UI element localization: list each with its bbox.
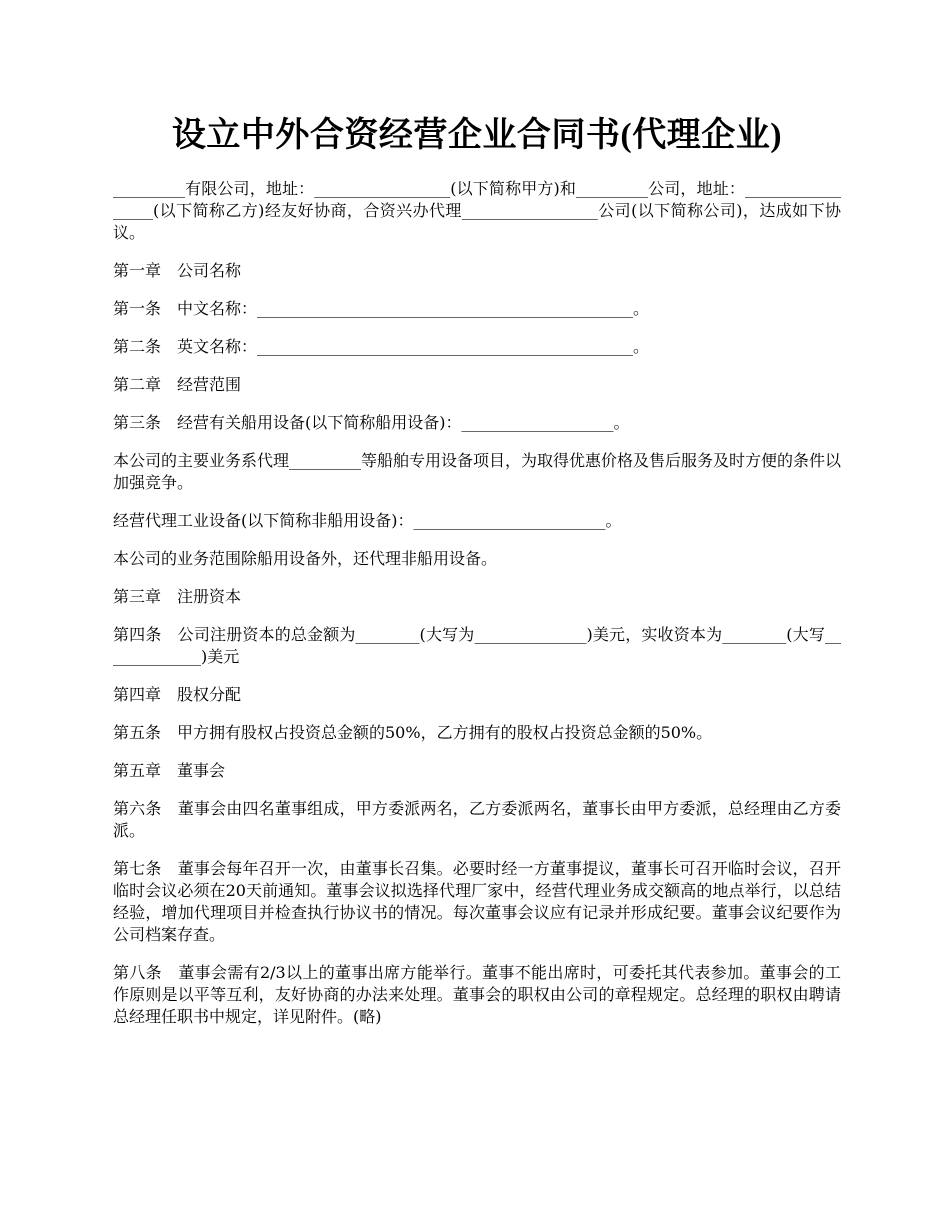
- article-6: 第六条 董事会由四名董事组成，甲方委派两名，乙方委派两名，董事长由甲方委派，总经理由乙方委派。: [113, 799, 841, 840]
- chapter-4-heading: 第四章 股权分配: [113, 685, 242, 704]
- document-page: [113, 108, 841, 1044]
- article-7: 第七条 董事会每年召开一次，由董事长召集。必要时经一方董事提议，董事长可召开临时会议，召开临时会议必须在20天前通知。董事会议拟选择代理厂家中，经营代理业务成交额高的地点举行，以总结经验，增加代理项目并检查执行协议书的情况。每次董事会议应有记录并形成纪要。董事会议纪要作为公司档案存查。: [113, 859, 841, 944]
- chapter-3-heading: 第三章 注册资本: [113, 587, 242, 606]
- chapter-5-heading: 第五章 董事会: [113, 761, 226, 780]
- article-8: 第八条 董事会需有2/3以上的董事出席方能举行。董事不能出席时，可委托其代表参加。董事会的工作原则是以平等互利，友好协商的办法来处理。董事会的职权由公司的章程规定。总经理的职权由聘请总经理任职书中规定，详见附件。(略): [113, 963, 841, 1026]
- scope-note-paragraph: 本公司的业务范围除船用设备外，还代理非船用设备。: [113, 549, 498, 568]
- article-4: 第四条 公司注册资本的总金额为________(大写为______________)美元，实收资本为________(大写_____________)美元: [113, 625, 841, 666]
- document-title: 设立中外合资经营企业合同书(代理企业): [171, 117, 783, 154]
- chapter-2-heading: 第二章 经营范围: [113, 375, 242, 394]
- chapter-1-heading: 第一章 公司名称: [113, 261, 242, 280]
- non-marine-equipment-paragraph: 经营代理工业设备(以下简称非船用设备)：________________________。: [113, 511, 622, 530]
- article-1: 第一条 中文名称：_______________________________________________。: [113, 299, 650, 318]
- article-2: 第二条 英文名称：_______________________________________________。: [113, 337, 650, 356]
- business-scope-paragraph: 本公司的主要业务系代理_________等船舶专用设备项目，为取得优惠价格及售后服务及时方便的条件以加强竞争。: [113, 451, 842, 492]
- article-5: 第五条 甲方拥有股权占投资总金额的50%，乙方拥有的股权占投资总金额的50%。: [113, 723, 713, 742]
- article-3: 第三条 经营有关船用设备(以下简称船用设备)：___________________。: [113, 413, 630, 432]
- preamble-paragraph: _________有限公司，地址：_________________(以下简称甲方)和_________公司，地址：_________________(以下简称乙方)经友好协商，合资兴办代理_________________公司(以下简称公司)，达成如下协议。: [113, 179, 841, 242]
